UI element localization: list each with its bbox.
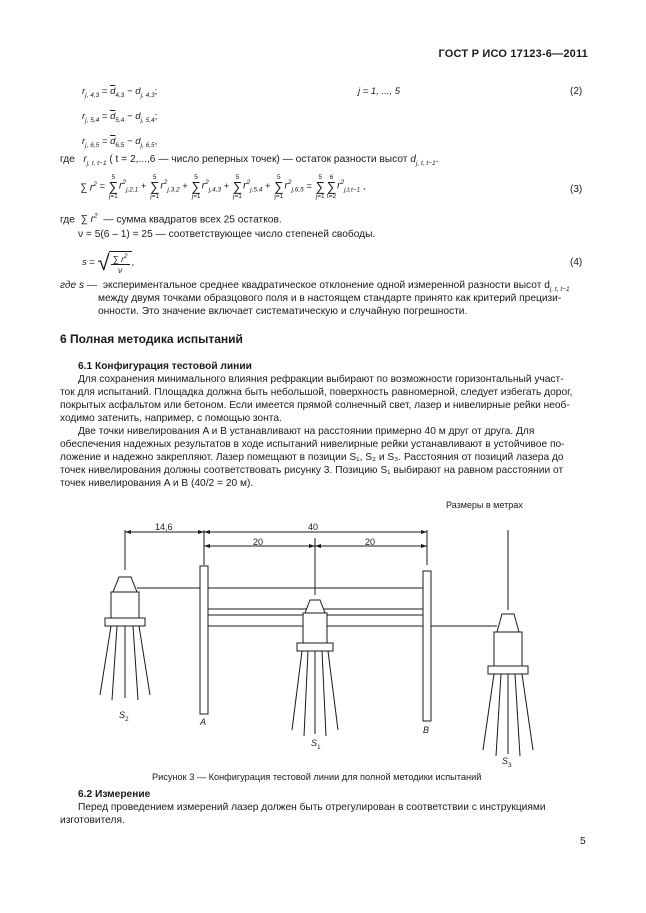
p1-line-4: ходимо затенить, например, с помощью зонта. [60, 413, 282, 424]
dimension-label-40: 40 [308, 522, 319, 532]
p1-line-3: покрытых асфальтом или бетоном. Если имеется прямой солнечный свет, лазер и нивелирные рейки необ- [60, 400, 570, 411]
p62-line-1: Перед проведением измерений лазер должен быть отрегулирован в соответствии с инструкциями [78, 802, 546, 813]
equation-r43: $r_{j, 4,3} = \overline{d}_{4,3} - d_{j, 4,3}$; [82, 86, 158, 99]
s-definition-line-2: между двумя точками образцового поля и в настоящем стандарте принято как критерий прецизи- [98, 293, 562, 304]
p1-line-2: ток для испытаний. Площадка должна быть небольшой, поверхность равномерной, следует избегать дорог, [60, 387, 573, 398]
laser-s1 [292, 600, 338, 736]
staff-b [423, 571, 431, 721]
section-6-title: 6 Полная методика испытаний [60, 332, 243, 346]
s-definition-line-1: где s — экспериментальное среднее квадратическое отклонение одной измеренной разности высот $d_{j, t, t-1}$ [60, 280, 570, 294]
equation-number-3: (3) [570, 184, 583, 195]
subsection-6-1-title: 6.1 Конфигурация тестовой линии [78, 361, 252, 372]
label-s1: $S_1$ [311, 738, 321, 751]
units-note: Размеры в метрах [446, 500, 523, 510]
j-range: j = 1, ..., 5 [358, 86, 400, 97]
dimension-label-20a: 20 [253, 537, 264, 547]
s-definition-line-3: онности. Это значение включает систематическую и случайную погрешности. [98, 306, 468, 317]
staff-a [200, 566, 208, 714]
equation-number-4: (4) [570, 257, 583, 268]
label-s2: $S_2$ [119, 710, 129, 723]
p2-line-1: Две точки нивелирования A и B устанавливают на расстоянии примерно 40 м друг от друга. Для [78, 426, 535, 437]
p2-line-3: ложение и надежно закрепляют. Лазер помещают в позиции S₁, S₂ и S₃. Расстояния от позиций лазера до [60, 452, 564, 463]
label-s3: $S_3$ [502, 756, 512, 769]
label-b: B [423, 725, 430, 735]
figure-caption: Рисунок 3 — Конфигурация тестовой линии для полной методики испытаний [152, 772, 482, 782]
label-a: A [200, 717, 207, 727]
p1-line-1: Для сохранения минимального влияния рефракции выбирают по возможности горизонтальный участ- [78, 374, 564, 385]
document-header: ГОСТ Р ИСО 17123-6—2011 [438, 48, 588, 60]
degrees-of-freedom-line: ν = 5(6 – 1) = 25 — соответствующее число степеней свободы. [78, 229, 376, 240]
equation-number-2: (2) [570, 86, 583, 97]
where-residual-definition: где $r_{j, t, t-1}$ ( t = 2,...,6 — число реперных точек) — остаток разности высот $d_{j, t, t-1}$. [60, 154, 439, 168]
equation-r54: $r_{j, 5,4} = \overline{d}_{5,4} - d_{j, 5,4}$; [82, 111, 158, 124]
dimension-label-20b: 20 [365, 537, 376, 547]
equation-r65: $r_{j, 6,5} = \overline{d}_{6,5} - d_{j, 6,5}$, [82, 136, 158, 149]
page-number: 5 [580, 836, 586, 847]
equation-std-deviation: s = √ $\frac{\sum r^2}{\nu}$ , [82, 250, 135, 275]
p2-line-2: обеспечения надежных результатов в ходе испытаний нивелирные рейки устанавливают в устойчивое по- [60, 439, 565, 450]
p2-line-5: точек нивелирования A и B (40/2 = 20 м). [60, 478, 254, 489]
test-line-diagram [0, 510, 646, 770]
where-sum-definition: где ∑ $r^2$ — сумма квадратов всех 25 остатков. [60, 213, 282, 226]
p2-line-4: точек нивелирования должны соответствовать рисунку 3. Позицию S₁ выбирают на равном расстоянии от [60, 465, 564, 476]
p62-line-2: изготовителя. [60, 815, 125, 826]
equation-sum-of-squares: ∑ $r^2$ = 5 ∑ j=1 $r^2_{j,2,1}$ + 5 ∑ j=1 $r^2_{j,3,2}$ + 5 ∑ j=1 $r^2_{j,4,3}$ + 5 ∑ j=1 $r^2_{j,5,4}$ + 5 ∑ j=1 $r^2_{j,6,5}$ = 5 ∑ j=1 6 ∑ t=2 $r^2_{j,t,t-1}$ , [80, 174, 366, 200]
dimension-label-14-6: 14,6 [155, 522, 173, 532]
laser-s3 [483, 614, 533, 756]
subsection-6-2-title: 6.2 Измерение [78, 789, 151, 800]
laser-s2 [100, 577, 150, 700]
